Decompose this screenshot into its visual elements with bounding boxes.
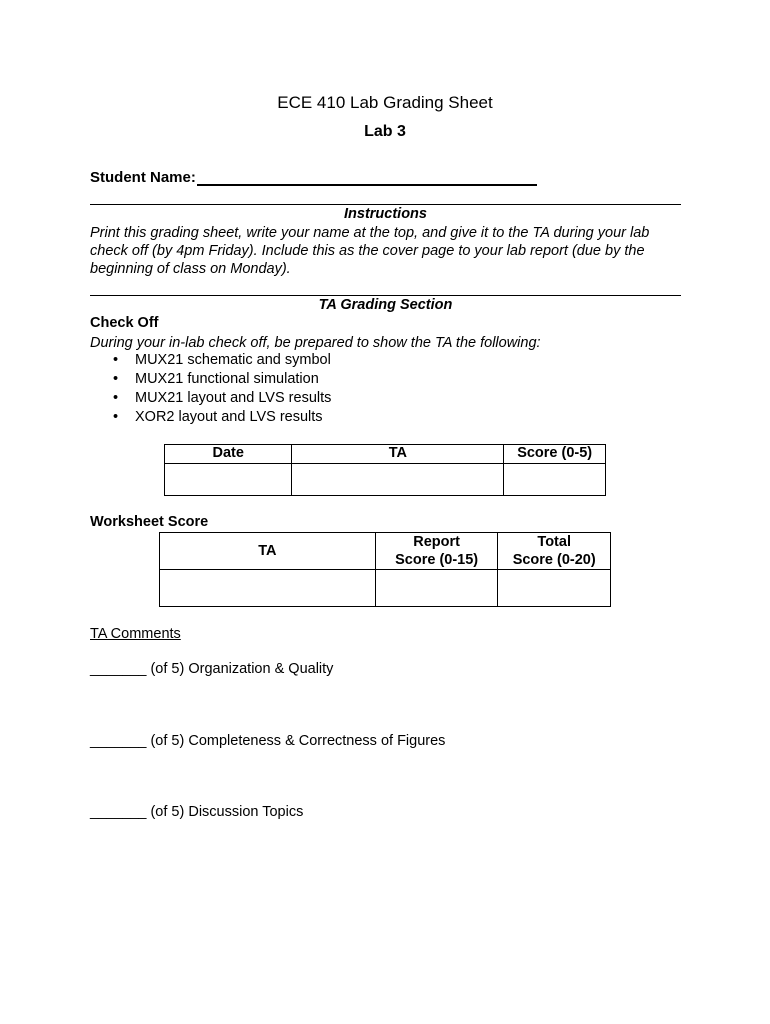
- student-name-field[interactable]: [197, 168, 537, 186]
- check-off-intro: During your in-lab check off, be prepared to show the TA the following:: [90, 335, 541, 351]
- total-score-label: Total: [537, 534, 571, 550]
- student-name-row: [90, 168, 537, 186]
- divider: [90, 295, 681, 296]
- ta-header: TA: [292, 445, 504, 464]
- comment-organization-quality: _______ (of 5) Organization & Quality: [90, 661, 334, 677]
- table-row: [165, 464, 606, 496]
- report-score-range: Score (0-15): [395, 552, 479, 568]
- report-score-header: [375, 533, 498, 570]
- date-header: Date: [165, 445, 292, 464]
- score-cell[interactable]: [504, 464, 606, 496]
- report-score-label: Report: [413, 534, 460, 550]
- lab-number: Lab 3: [364, 123, 406, 140]
- date-cell[interactable]: [165, 464, 292, 496]
- page-title: ECE 410 Lab Grading Sheet: [277, 93, 493, 112]
- instructions-line: Print this grading sheet, write your name at the top, and give it to the TA during your lab: [90, 225, 650, 241]
- total-score-header: [498, 533, 611, 570]
- instructions-heading: Instructions: [344, 206, 427, 222]
- worksheet-ta-header: TA: [160, 533, 376, 570]
- worksheet-ta-cell[interactable]: [160, 570, 376, 607]
- report-score-cell[interactable]: [375, 570, 498, 607]
- instructions-line: check off (by 4pm Friday). Include this as the cover page to your lab report (due by the: [90, 243, 645, 259]
- worksheet-table: [159, 532, 611, 607]
- instructions-text: [90, 224, 690, 278]
- total-score-cell[interactable]: [498, 570, 611, 607]
- score-header: Score (0-5): [504, 445, 606, 464]
- student-name-label: Student Name:: [90, 169, 196, 186]
- list-item: • MUX21 layout and LVS results: [113, 389, 331, 408]
- divider: [90, 204, 681, 205]
- instructions-line: beginning of class on Monday).: [90, 261, 291, 277]
- total-score-range: Score (0-20): [512, 552, 596, 568]
- comment-discussion-topics: _______ (of 5) Discussion Topics: [90, 804, 304, 820]
- ta-comments-heading: TA Comments: [90, 626, 181, 642]
- table-row: [165, 445, 606, 464]
- check-off-table: [164, 444, 606, 496]
- worksheet-heading: Worksheet Score: [90, 514, 209, 530]
- list-item: • XOR2 layout and LVS results: [113, 408, 331, 427]
- ta-grading-heading: TA Grading Section: [318, 297, 453, 313]
- check-off-list: [113, 351, 331, 427]
- ta-cell[interactable]: [292, 464, 504, 496]
- table-row: [160, 570, 611, 607]
- check-off-heading: Check Off: [90, 315, 159, 331]
- list-item: • MUX21 functional simulation: [113, 370, 331, 389]
- table-row: [160, 533, 611, 570]
- list-item: • MUX21 schematic and symbol: [113, 351, 331, 370]
- comment-completeness-figures: _______ (of 5) Completeness & Correctness of Figures: [90, 733, 446, 749]
